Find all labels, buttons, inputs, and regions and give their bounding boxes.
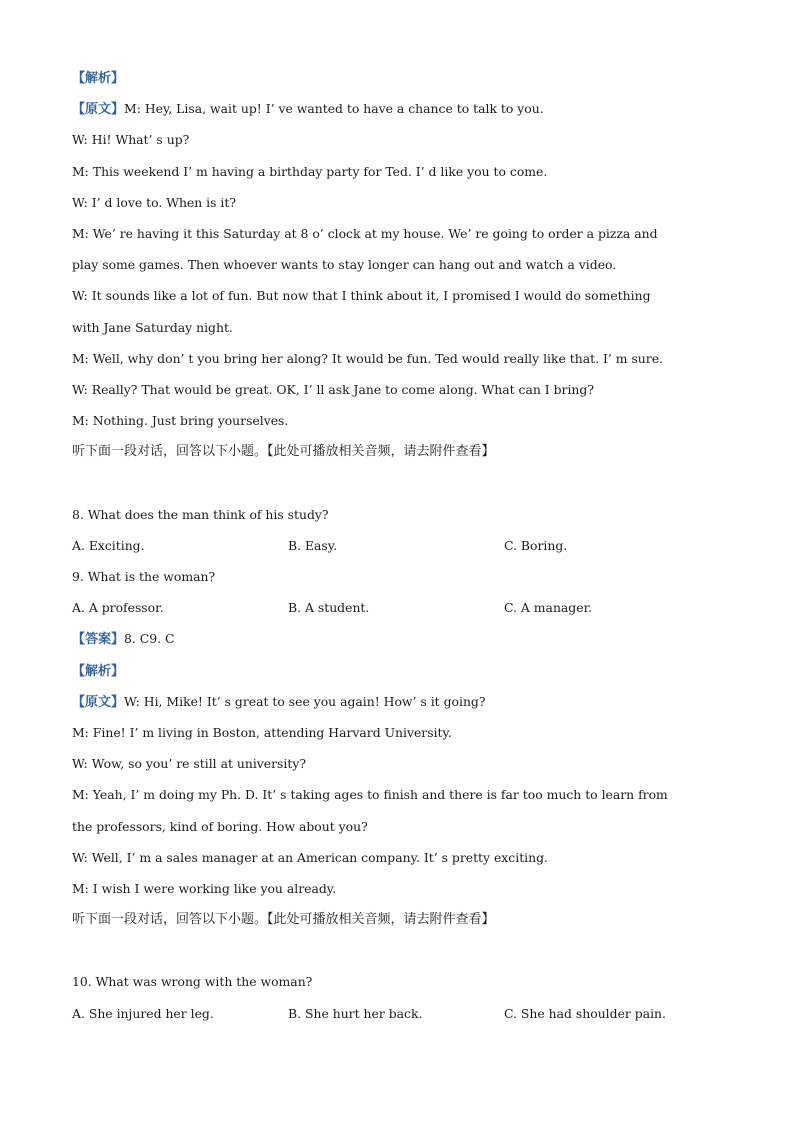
listening-instruction: 听下面一段对话，回答以下小题。【此处可播放相关音频，请去附件查看】 <box>72 912 495 928</box>
analysis-tag: 【解析】 <box>72 663 125 679</box>
analysis-heading <box>72 655 728 686</box>
transcript-line: M: Yeah, I’ m doing my Ph. D. It’ s taking ages to finish and there is far too much to learn from <box>72 787 668 803</box>
question-options <box>72 592 728 623</box>
transcript-line: W: I’ d love to. When is it? <box>72 194 237 210</box>
transcript-line <box>72 93 728 124</box>
question-options <box>72 530 728 561</box>
transcript-line: M: I wish I were working like you already. <box>72 880 337 896</box>
transcript-line: W: It sounds like a lot of fun. But now that I think about it, I promised I would do something <box>72 288 651 304</box>
transcript-line: the professors, kind of boring. How about you? <box>72 818 368 834</box>
spacer <box>72 467 728 498</box>
transcript-text: W: Hi, Mike! It’ s great to see you again! How’ s it going? <box>124 693 486 709</box>
question-stem: 10. What was wrong with the woman? <box>72 974 313 990</box>
answer-tag: 【答案】 <box>72 632 125 648</box>
transcript-line: M: We’ re having it this Saturday at 8 o’ clock at my house. We’ re going to order a pizza and <box>72 225 658 241</box>
transcript-line: play some games. Then whoever wants to stay longer can hang out and watch a video. <box>72 257 617 273</box>
question-stem: 8. What does the man think of his study? <box>72 506 329 522</box>
option-b: B. A student. <box>288 600 370 616</box>
option-c: C. She had shoulder pain. <box>504 1005 666 1021</box>
transcript-line: W: Hi! What’ s up? <box>72 132 190 148</box>
analysis-heading <box>72 62 728 93</box>
option-a: A. She injured her leg. <box>72 1005 214 1021</box>
spacer <box>72 935 728 966</box>
listening-instruction: 听下面一段对话，回答以下小题。【此处可播放相关音频，请去附件查看】 <box>72 444 495 460</box>
question-options <box>72 998 728 1029</box>
option-b: B. She hurt her back. <box>288 1005 423 1021</box>
transcript-text: M: Hey, Lisa, wait up! I’ ve wanted to have a chance to talk to you. <box>124 101 544 117</box>
analysis-tag: 【解析】 <box>72 71 125 86</box>
option-c: C. Boring. <box>504 537 568 553</box>
script-tag: 【原文】 <box>72 694 125 710</box>
transcript-line <box>72 686 728 717</box>
option-a: A. A professor. <box>72 600 164 616</box>
transcript-line: W: Wow, so you’ re still at university? <box>72 756 306 772</box>
question-stem: 9. What is the woman? <box>72 569 216 584</box>
transcript-line: M: Nothing. Just bring yourselves. <box>72 413 289 429</box>
answer-line <box>72 623 728 654</box>
transcript-line: M: This weekend I’ m having a birthday party for Ted. I’ d like you to come. <box>72 163 548 179</box>
transcript-line: with Jane Saturday night. <box>72 319 233 335</box>
transcript-line: W: Really? That would be great. OK, I’ ll ask Jane to come along. What can I bring? <box>72 381 594 397</box>
option-b: B. Easy. <box>288 537 338 553</box>
option-c: C. A manager. <box>504 600 593 616</box>
script-tag: 【原文】 <box>72 102 125 118</box>
transcript-line: W: Well, I’ m a sales manager at an American company. It’ s pretty exciting. <box>72 849 548 865</box>
answer-text: 8. C9. C <box>124 631 175 647</box>
document-page <box>72 62 728 1029</box>
transcript-line: M: Well, why don’ t you bring her along? It would be fun. Ted would really like that. I’ m sure. <box>72 350 663 366</box>
transcript-line: M: Fine! I’ m living in Boston, attending Harvard University. <box>72 724 452 740</box>
option-a: A. Exciting. <box>72 537 145 553</box>
